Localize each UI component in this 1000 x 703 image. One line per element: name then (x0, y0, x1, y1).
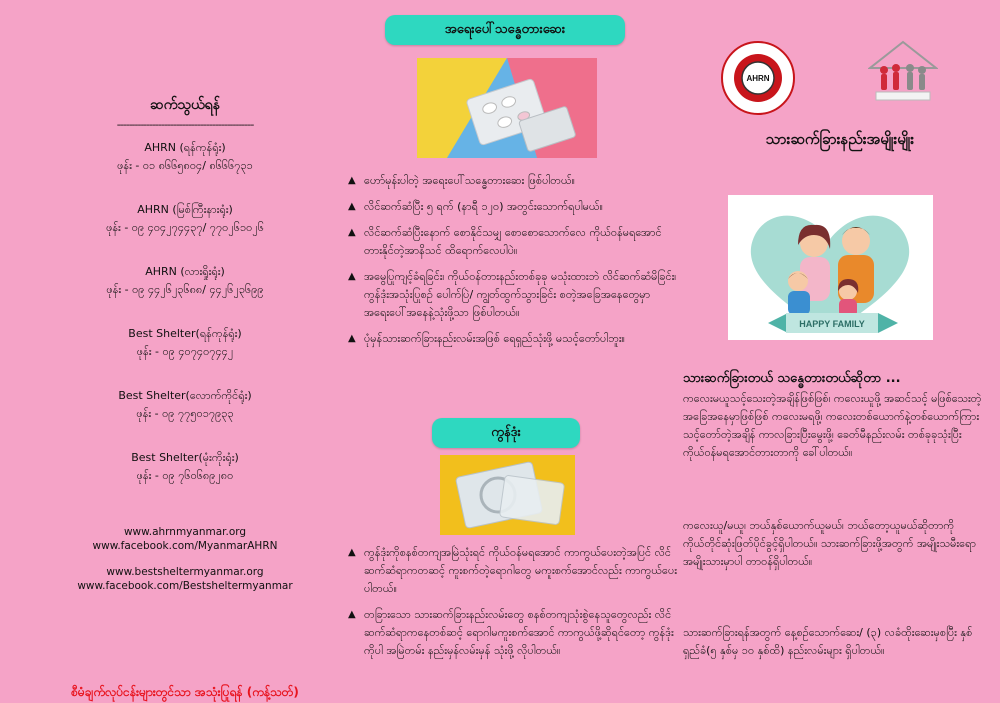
triangle-bullet-icon: ▲ (348, 609, 356, 620)
office-entry (70, 387, 300, 423)
list-item (348, 268, 678, 322)
office-name: AHRN (ရန်ကုန်ရုံး) (144, 141, 226, 154)
website-group (70, 565, 300, 593)
website-group (70, 525, 300, 553)
list-item (348, 544, 678, 598)
office-entry (70, 139, 300, 175)
emergency-pill-heading: အရေးပေါ်သန္ဓေတားဆေး (385, 15, 625, 45)
list-item (348, 224, 678, 260)
triangle-bullet-icon: ▲ (348, 271, 356, 282)
emergency-pill-photo (417, 58, 597, 158)
ahrn-logo-text: AHRN (746, 74, 770, 83)
office-phone: ဖုန်း - ၀၉ ၄၄၂၆၂၃၆၈၈/ ၄၄၂၆၂၃၆၉၉ (106, 283, 264, 296)
happy-family-caption: HAPPY FAMILY (799, 319, 865, 329)
definition-paragraph: ကလေးမယူသင့်သေးတဲ့အချိန်ဖြစ်ဖြစ်၊ ကလေးယူဖို့ အဆင်သင့် မဖြစ်သေးတဲ့ အခြေအနေမှာဖြစ်ဖြစ် ကလေးမရဖို့၊ ကလေးတစ်ယောက်နဲ့တစ်ယောက်ကြား သင့်တော်တဲ့အချိန် ကာလခြားပြီးမွေးဖို့၊ ခေတ်မီနည်းလမ်း တစ်ခုခုသုံးပြီး ကိုယ်ဝန်မရအောင်တားတာကို ခေါ်ပါတယ်။ (683, 392, 982, 459)
happy-family-illustration (728, 195, 933, 340)
methods-paragraph: သားဆက်ခြားရန်အတွက် နေ့စဉ်သောက်ဆေး/ (၃) လခံထိုးဆေးမှစပြီး နှစ်ရှည်ခံ(၅ နှစ်မှ ၁၀ နှစ်ထိ) နည်းလမ်းများ ရှိပါတယ်။ (683, 626, 973, 657)
contact-title: ဆက်သွယ်ရန် (150, 97, 220, 113)
bullet-text: လိင်ဆက်ဆံပြီး ၅ ရက် (နာရီ ၁၂၀) အတွင်းသောက်ရပါမယ်။ (364, 200, 603, 213)
triangle-bullet-icon: ▲ (348, 201, 356, 212)
website-link[interactable]: www.ahrnmyanmar.org (123, 526, 247, 538)
website-link[interactable]: www.bestsheltermyanmar.org (106, 566, 264, 578)
office-name: Best Shelter(လောက်ကိုင်ရုံး) (118, 389, 252, 402)
bullet-text: အမွေပြုကျင့်ခံရခြင်း၊ ကိုယ်ဝန်တားနည်းတစ်ခုခု မသုံးထားဘဲ လိင်ဆက်ဆံမိခြင်း၊ ကွန်ဒုံးအသုံးပြုစဉ် ပေါက်ပြဲ/ ကျွတ်ထွက်သွားခြင်း စတဲ့အခြေအနေတွေမှာ အရေးပေါ်အနေနဲ့သုံးဖို့သာ ဖြစ်ပါတယ်။ (364, 270, 677, 319)
triangle-bullet-icon: ▲ (348, 175, 356, 186)
office-name: AHRN (မြစ်ကြီးနားရုံး) (137, 203, 233, 216)
condom-bullets (348, 544, 678, 668)
restricted-use-footer: စီမံချက်လုပ်ငန်းများတွင်သာ အသုံးပြုရန် (ကန့်သတ်) (71, 685, 299, 699)
triangle-bullet-icon: ▲ (348, 227, 356, 238)
section-subtitle: သားဆက်ခြားတယ် သန္ဓေတားတယ်ဆိုတာ ... (683, 371, 901, 386)
bullet-text: ဟော်မုန်းပါတဲ့ အရေးပေါ်သန္ဓေတားဆေး ဖြစ်ပါတယ်။ (364, 174, 576, 187)
contraception-methods-title: သားဆက်ခြားနည်းအမျိုးမျိုး (765, 130, 915, 148)
ahrn-logo (720, 40, 796, 116)
best-shelter-logo (868, 40, 938, 104)
divider: ---------------------------------------------- (116, 118, 254, 131)
office-name: AHRN (လားရှိုးရုံး) (145, 265, 225, 278)
office-phone: ဖုန်း - ၀၉ ၄၀၄၂၇၄၄၃၇/ ၇၇၀၂၆၁၀၂၆ (106, 221, 264, 234)
office-phone: ဖုန်း - ၀၉ ၄၀၇၄၀၇၄၄၂ (136, 345, 234, 358)
condom-photo (440, 455, 575, 535)
list-item (348, 198, 678, 216)
office-name: Best Shelter(ရန်ကုန်ရုံး) (128, 327, 242, 340)
office-entry (70, 201, 300, 237)
triangle-bullet-icon: ▲ (348, 547, 356, 558)
bullet-text: ပုံမှန်သားဆက်ခြားနည်းလမ်းအဖြစ် ရေရှည်သုံးဖို့ မသင့်တော်ပါဘူး။ (364, 332, 625, 345)
office-phone: ဖုန်း - ၀၁ ၈၆၆၅၈၀၄/ ၈၆၆၆၇၃၁ (117, 159, 253, 172)
facebook-link[interactable]: www.facebook.com/MyanmarAHRN (92, 540, 278, 552)
office-entry (70, 449, 300, 485)
office-entry (70, 325, 300, 361)
office-phone: ဖုန်း - ၀၉ ၇၆၀၆၈၉၂၈၀ (136, 469, 234, 482)
facebook-link[interactable]: www.facebook.com/Bestsheltermyanmar (77, 580, 293, 592)
list-item (348, 606, 678, 660)
list-item (348, 172, 678, 190)
bullet-text: လိင်ဆက်ဆံပြီးနောက် စောနိုင်သမျှ စောစောသောက်လေ ကိုယ်ဝန်မရအောင် တားနိုင်တဲ့အာနိသင် ထိရောက်လေပါပဲ။ (364, 226, 662, 257)
office-phone: ဖုန်း - ၀၉ ၇၇၅၀၁၇၉၃၃ (136, 407, 234, 420)
emergency-pill-bullets (348, 172, 678, 356)
bullet-text: ကွန်ဒုံးကိုစနစ်တကျအမြဲသုံးရင် ကိုယ်ဝန်မရအောင် ကာကွယ်ပေးတဲ့အပြင် လိင်ဆက်ဆံရာကတဆင့် ကူးစက်တဲ့ရောဂါတွေ မကူးစက်အောင်လည်း ကာကွယ်ပေးပါတယ်။ (364, 546, 678, 595)
contact-column (70, 95, 300, 605)
bullet-text: တခြားသော သားဆက်ခြားနည်းလမ်းတွေ စနစ်တကျသုံးစွဲနေသူတွေလည်း လိင်ဆက်ဆံရာကနေတစ်ဆင့် ရောဂါမကူးစက်အောင် ကာကွယ်ဖို့ဆိုရင်တော့ ကွန်ဒုံးကိုပါ အမြဲတမ်း နည်းမှန်လမ်းမှန် သုံးဖို့ လိုပါတယ်။ (364, 608, 674, 657)
rights-paragraph: ကလေးယူ/မယူ၊ ဘယ်နှစ်ယောက်ယူမယ်၊ ဘယ်တော့ယူမယ်ဆိုတာကို ကိုယ်တိုင်ဆုံးဖြတ်ပိုင်ခွင့်ရှိပါတယ်။ သားဆက်ခြားဖို့အတွက် အမျိုးသမီးရော အမျိုးသားမှာပါ တာဝန်ရှိပါတယ်။ (683, 519, 976, 568)
condom-heading: ကွန်ဒုံး (432, 418, 580, 448)
triangle-bullet-icon: ▲ (348, 333, 356, 344)
office-entry (70, 263, 300, 299)
list-item (348, 330, 678, 348)
office-name: Best Shelter(မုံးကိုးရုံး) (131, 451, 239, 464)
